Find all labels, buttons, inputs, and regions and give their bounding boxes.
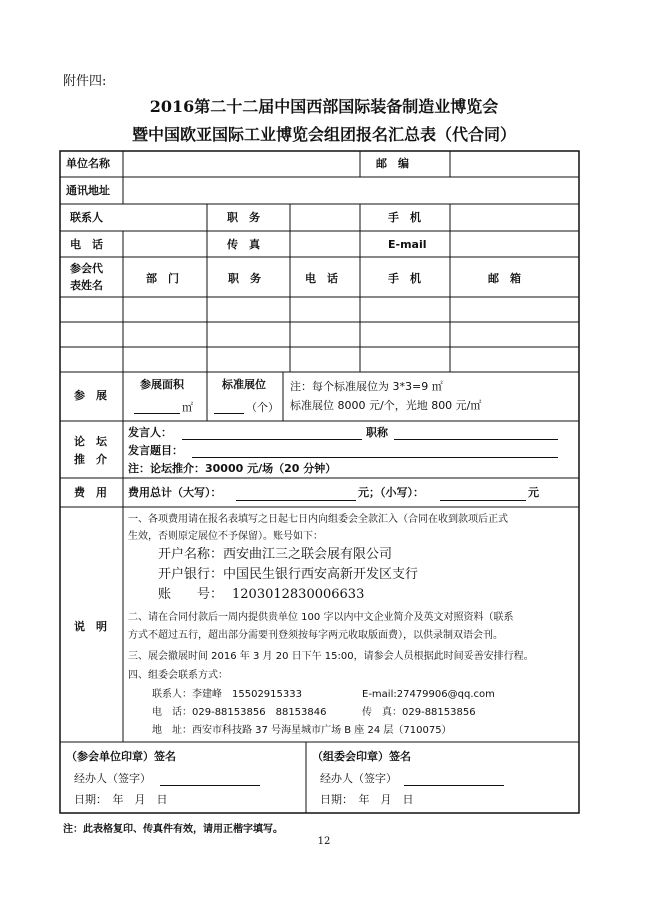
unit-name-label: 单位名称 — [66, 157, 110, 170]
org-contact: 联系人：李建峰 15502915333 — [152, 689, 302, 700]
sign-left-date: 日期： 年 月 日 — [74, 793, 168, 806]
annex-label: 附件四: — [63, 74, 107, 89]
rep-label-line1: 参会代 — [70, 262, 103, 275]
booth-unit: （个） — [246, 401, 279, 414]
explain-label: 说 明 — [74, 620, 107, 633]
exhibit-label: 参 展 — [74, 389, 107, 402]
exhibit-note-2: 标准展位 8000 元/个，光地 800 元/㎡ — [290, 399, 482, 412]
fax-label: 传 真 — [227, 238, 260, 251]
org-fax: 传 真：029-88153856 — [362, 707, 476, 718]
sign-left-handler: 经办人（签字） — [74, 772, 151, 785]
explain-p1-line2: 生效，否则原定展位不予保留）。账号如下： — [128, 531, 323, 542]
mobile-label: 手 机 — [388, 211, 421, 224]
position-label: 职 务 — [227, 211, 260, 224]
fee-yuan: 元 — [528, 486, 539, 499]
sign-right-handler-line[interactable] — [404, 785, 504, 786]
booth-input-line[interactable] — [214, 413, 244, 414]
fee-yuan-lowercase: 元；（小写）： — [358, 486, 424, 499]
explain-p3: 三、展会撤展时间 2016 年 3 月 20 日下午 15:00，请参会人员根据此时间妥善安排行程。 — [128, 651, 534, 662]
area-input-line[interactable] — [134, 413, 180, 414]
account-bank: 开户银行：中国民生银行西安高新开发区支行 — [158, 567, 419, 582]
forum-label-line2: 推 介 — [74, 453, 107, 466]
footnote: 注：此表格复印、传真件有效，请用正楷字填写。 — [63, 824, 283, 835]
exhibit-note-1: 注：每个标准展位为 3*3=9 ㎡ — [290, 380, 443, 393]
rep-col-mobile: 手 机 — [388, 272, 421, 285]
explain-p2-line2: 方式不超过五行，超出部分需要刊登须按每字两元收取版面费），以供录制双语会刊。 — [128, 630, 503, 641]
forum-position-line[interactable] — [394, 439, 558, 440]
explain-p4: 四、组委会联系方式： — [128, 670, 228, 681]
title-line-1: 2016第二十二届中国西部国际装备制造业博览会 — [149, 97, 499, 116]
fee-uppercase-line[interactable] — [236, 500, 356, 501]
forum-topic-line[interactable] — [192, 457, 558, 458]
org-email: E-mail:27479906@qq.com — [362, 689, 495, 700]
rep-label-line2: 表姓名 — [70, 279, 103, 292]
contact-label: 联系人 — [70, 211, 103, 224]
explain-p2-line1: 二、请在合同付款后一周内提供贵单位 100 字以内中文企业简介及英文对照资料（联系 — [128, 612, 514, 623]
sign-right-handler: 经办人（签字） — [320, 772, 397, 785]
forum-speaker-line[interactable] — [182, 439, 362, 440]
area-label: 参展面积 — [140, 378, 184, 391]
fee-total-label: 费用总计（大写）： — [128, 486, 222, 499]
org-phone: 电 话：029-88153856 88153846 — [152, 707, 327, 718]
phone-label: 电 话 — [70, 238, 103, 251]
forum-label-line1: 论 坛 — [74, 435, 107, 448]
explain-p1-line1: 一、各项费用请在报名表填写之日起七日内向组委会全款汇入（合同在收到款项后正式 — [128, 514, 508, 525]
forum-speaker-label: 发言人： — [128, 426, 172, 439]
sign-left-handler-line[interactable] — [160, 785, 260, 786]
page-number: 12 — [317, 836, 331, 847]
sign-left-title: （参会单位印章）签名 — [66, 750, 176, 763]
account-number: 1203012830006633 — [232, 587, 365, 602]
fee-lowercase-line[interactable] — [440, 500, 526, 501]
fee-label: 费 用 — [74, 486, 107, 499]
area-unit: ㎡ — [182, 401, 193, 414]
postcode-label: 邮 编 — [376, 157, 409, 170]
rep-col-email: 邮 箱 — [488, 272, 521, 285]
title-line-2: 暨中国欧亚国际工业博览会组团报名汇总表（代合同） — [131, 125, 516, 144]
account-name: 开户名称：西安曲江三之联会展有限公司 — [158, 547, 393, 562]
forum-position-label: 职称 — [366, 426, 388, 439]
sign-right-title: （组委会印章）签名 — [312, 750, 411, 763]
sign-right-date: 日期： 年 月 日 — [320, 793, 414, 806]
forum-topic-label: 发言题目： — [128, 444, 183, 457]
rep-col-phone: 电 话 — [305, 272, 338, 285]
forum-fee-note: 注：论坛推介：30000 元/场（20 分钟） — [128, 462, 337, 475]
org-address: 地 址：西安市科技路 37 号海星城市广场 B 座 24 层（710075） — [152, 725, 452, 736]
rep-col-position: 职 务 — [228, 272, 261, 285]
account-number-label: 账 号： — [158, 587, 224, 602]
email-label: E-mail — [388, 238, 427, 251]
std-booth-label: 标准展位 — [222, 378, 266, 391]
rep-col-department: 部 门 — [146, 272, 179, 285]
address-label: 通讯地址 — [66, 184, 110, 197]
